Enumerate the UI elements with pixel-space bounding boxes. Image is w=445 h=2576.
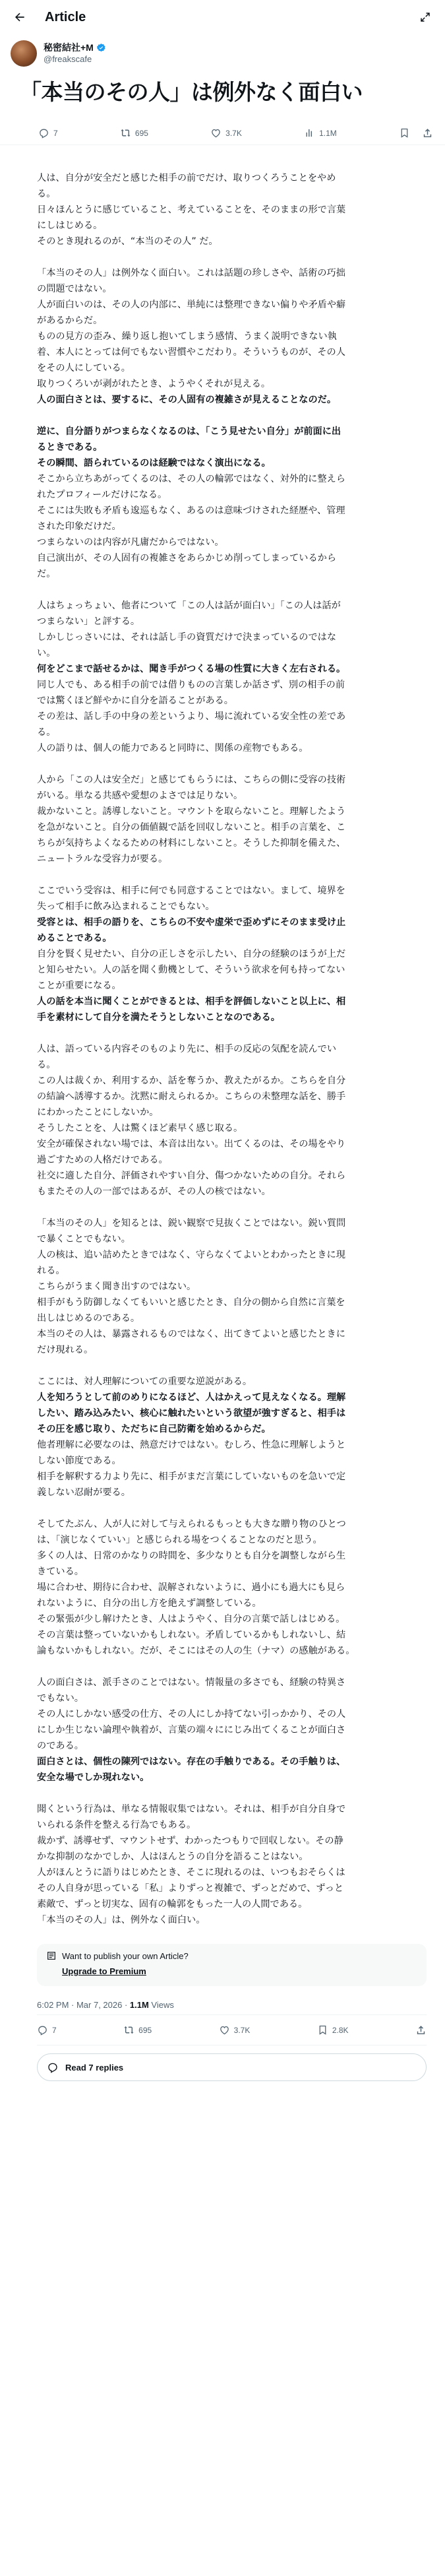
bookmark-icon [317,2024,328,2036]
post-views-label: Views [148,2000,174,2010]
article-line: ちらが気持ちよくなるための材料にしないこと。そうした抑制を備えた、 [37,838,346,849]
article-line: れる。 [37,1266,65,1276]
article-line: の結論へ誘導するか。沈黙に耐えられるか。こちらの未整理な話を、勝手 [37,1091,346,1102]
article-line-bold: 人の面白さとは、要するに、その人固有の複雑さが見えることなのだ。 [37,395,337,405]
article-line: しかしじっさいには、それは話し手の資質だけで決まっているのではな [37,632,337,643]
article-line: 本当のその人は、暴露されるものではなく、出てきてよいと感じたときに [37,1329,345,1339]
like-count: 3.7K [225,128,242,138]
article-line: そのとき現れるのが、“本当のその人” だ。 [37,236,218,247]
article-line: にわかったことにしないか。 [37,1107,159,1118]
article-line-bold: 何をどこまで話せるかは、聞き手がつくる場の性質に大きく左右される。 [37,664,346,674]
reply-button-bottom[interactable] [37,2024,57,2036]
article-paragraph [37,424,427,582]
like-count-bottom: 3.7K [233,2025,251,2035]
back-arrow-icon [13,11,26,24]
reply-count-bottom: 7 [52,2025,57,2035]
repost-button-bottom[interactable] [123,2024,152,2036]
article-line: 人がほんとうに語りはじめたとき、そこに現れるのは、いつもおそらくは [37,1867,345,1878]
article-line: にしはじめる。 [37,220,103,231]
article-line: かな抑制のなかでしか、人はほんとうの自分を語ることはない。 [37,1852,309,1862]
article-paragraph [37,1801,427,1928]
article-line: 多くの人は、日常のかなりの時間を、多少なりとも自分を調整しながら生 [37,1551,346,1561]
article-line: 出しはじめるのである。 [37,1313,140,1324]
article-line: 「本当のその人」は例外なく面白い。これは話題の珍しさや、話術の巧拙 [37,268,345,278]
avatar[interactable] [11,40,37,67]
article-line-bold: したい、踏み込みたい、核心に触れたいという欲望が強すぎると、相手は [37,1408,346,1419]
like-button-bottom[interactable] [219,2024,251,2036]
page-title: Article [45,9,86,24]
repost-button[interactable] [120,127,148,139]
article-line: 人は、自分が安全だと感じた相手の前でだけ、取りつくろうことをやめ [37,173,336,183]
article-line: でもない。 [37,1693,84,1704]
share-button[interactable] [422,127,433,139]
article-line: を急がないこと。自分の価値観で話を回収しないこと。相手の言葉を、こ [37,822,346,833]
article-line: こちらがうまく聞き出すのではない。 [37,1281,196,1292]
article-line: る。 [37,189,56,199]
article-paragraph [37,883,427,1025]
article-line: は、「演じなくていい」と感じられる場をつくることなのだと思う。 [37,1535,322,1545]
article-line: この人は裁くか、利用するか、話を奪うか、教えたがるか。こちらを自分 [37,1076,346,1086]
share-button-bottom[interactable] [415,2024,427,2036]
article-line: しない節度である。 [37,1456,121,1466]
article-line: その人自身が思っている「私」よりずっと複雑で、ずっとだめで、ずっと [37,1883,344,1894]
article-line: の問題ではない。 [37,284,112,294]
article-paragraph [37,1675,427,1786]
heart-icon [210,127,222,139]
article-line: 人が面白いのは、その人の内部に、単純には整理できない偏りや矛盾や癖 [37,300,346,310]
article-line: 「本当のその人」は、例外なく面白い。 [37,1915,206,1925]
views-icon [304,127,315,139]
article-line: 社交に適した自分、評価されやすい自分、傷つかないための自分。それら [37,1171,346,1181]
reply-button[interactable] [38,127,58,139]
read-replies-button[interactable] [37,2053,427,2081]
article-line: い。 [37,648,56,659]
article-line: 人の語りは、個人の能力であると同時に、関係の産物でもある。 [37,743,309,754]
bookmark-icon [399,127,410,139]
article-line: その言葉は整っていないかもしれない。矛盾しているかもしれないし、結 [37,1630,346,1640]
article-line: ニュートラルな受容力が要る。 [37,854,168,864]
article-line: そうしたことを、人は驚くほど素早く感じ取る。 [37,1123,243,1134]
article-line: 自分を賢く見せたい、自分の正しさを示したい、自分の経験のほうが上だ [37,949,346,959]
article-line: つまらないのは内容が凡庸だからではない。 [37,537,224,548]
article-line: 相手がもう防御しなくてもいいと感じたとき、自分の側から自然に言葉を [37,1297,345,1308]
view-count: 1.1M [319,128,337,138]
article-line: をその人にしている。 [37,363,131,373]
article-line-bold: 受容とは、相手の語りを、こちらの不安や虚栄で歪めずにそのまま受け止 [37,917,346,928]
article-line-bold: その圧を感じ取り、ただちに自己防衛を始めるからだ。 [37,1424,271,1434]
author-info [44,42,106,65]
article-line: 自己演出が、その人固有の複雑さをあらかじめ削ってしまっているから [37,553,337,564]
article-line: 相手を解釈する力より先に、相手がまだ言葉にしていないものを急いで定 [37,1471,346,1482]
article-line: がいる。単なる共感や愛想のよさでは足りない。 [37,790,243,801]
article-line: ここには、対人理解についての重要な逆説がある。 [37,1376,252,1387]
engagement-bar-top [0,115,445,145]
engagement-bar-bottom [37,2015,427,2045]
premium-cta-text: Want to publish your own Article? [62,1950,189,1961]
back-button[interactable] [11,8,29,26]
author-name-row [44,42,106,53]
article-line: そこから立ちあがってくるのは、その人の輪郭ではなく、対外的に整えら [37,474,345,484]
article-line: つまらない」と評する。 [37,616,140,627]
article-line: 素敵で、ずっと切実な、固有の輪郭をもった一人の人間である。 [37,1899,308,1910]
author-row[interactable] [0,34,445,69]
repost-icon [120,127,131,139]
article-line: 人は、語っている内容そのものより先に、相手の反応の気配を読んでい [37,1044,337,1054]
article-line: 他者理解に必要なのは、熱意だけではない。むしろ、性急に理解しようと [37,1440,346,1450]
article-line: だ。 [37,569,56,579]
article-line: ことが重要になる。 [37,981,121,991]
upgrade-premium-link[interactable]: Upgrade to Premium [62,1966,146,1976]
views-button[interactable] [304,127,337,139]
reply-icon [38,127,49,139]
article-headline: 「本当のその人」は例外なく面白い [20,79,363,105]
article-line: された印象だけだ。 [37,521,121,532]
bookmark-button[interactable] [399,127,410,139]
article-paragraph [37,598,427,756]
article-line-bold: めることである。 [37,933,112,944]
heart-icon [219,2024,230,2036]
article-line: 人の面白さは、派手さのことではない。情報量の多さでも、経験の特異さ [37,1677,346,1688]
article-line: 論もないかもしれない。だが、そこにはその人の生（ナマ）の感触がある。 [37,1646,355,1656]
reply-count: 7 [53,128,58,138]
article-paragraph [37,1041,427,1200]
article-line: ものの見方の歪み、繰り返し抱いてしまう感情、うまく説明できない執 [37,331,337,342]
article-line-bold: るときである。 [37,442,103,453]
article-line: があるからだ。 [37,315,103,326]
article-paragraph [37,1215,427,1358]
article-line: もまたその人の一部ではあるが、その人の核ではない。 [37,1186,271,1197]
article-line: ここでいう受容は、相手に何でも同意することではない。まして、境界を [37,886,345,896]
article-line: きている。 [37,1566,84,1577]
article-line-bold: 手を素材にして自分を満たそうとしないことなのである。 [37,1012,280,1023]
premium-cta [37,1944,427,1986]
article-paragraph [37,170,427,249]
article-line: その人にしかない感受の仕方、その人にしか持てない引っかかり、その人 [37,1709,346,1720]
article-body [0,145,445,1928]
repost-count-bottom: 695 [138,2025,152,2035]
post-meta [37,1995,427,2015]
article-line: 着、本人にとっては何でもない習慣やこだわり。そういうものが、その人 [37,347,345,358]
author-name[interactable]: 秘密結社+M [44,42,94,53]
bookmark-button-bottom[interactable] [317,2024,349,2036]
author-handle[interactable]: @freakscafe [44,54,92,64]
article-line: 「本当のその人」を知るとは、鋭い観察で見抜くことではない。鋭い質問 [37,1218,346,1229]
article-line: れたプロフィールだけになる。 [37,490,167,500]
article-line: その差は、話し手の中身の差というより、場に流れている安全性の差であ [37,711,346,722]
article-line: いられる条件を整える行為でもある。 [37,1820,196,1830]
post-timestamp[interactable]: 6:02 PM · Mar 7, 2026 · [37,2000,130,2010]
share-icon [415,2024,427,2036]
article-line-bold: その瞬間、語られているのは経験ではなく演出になる。 [37,458,271,468]
article-line: と知らせたい。人の話を聞く動機として、そういう欲求を何も持ってない [37,965,345,975]
article-line: その緊張が少し解けたとき、人はようやく、自分の言葉で話しはじめる。 [37,1614,345,1625]
article-line: 過ごすための人格だけである。 [37,1155,168,1165]
reply-icon [37,2024,48,2036]
article-line: る。 [37,1060,56,1070]
article-line: で暴くことでもない。 [37,1234,131,1244]
repost-count: 695 [134,128,148,138]
article-paragraph [37,772,427,867]
article-line: 安全が確保されない場では、本音は出ない。出てくるのは、その場をやり [37,1139,346,1149]
article-line-bold: 逆に、自分語りがつまらなくなるのは、「こう見せたい自分」が前面に出 [37,426,341,437]
repost-icon [123,2024,134,2036]
article-line: 裁かないこと。誘導しないこと。マウントを取らないこと。理解したよう [37,806,346,817]
article-line: そしてたぶん、人が人に対して与えられるもっとも大きな贈り物のひとつ [37,1519,346,1530]
article-line: 失って相手に飲み込まれることでもない。 [37,901,215,912]
bookmark-count-bottom: 2.8K [332,2025,349,2035]
article-line: だけ現れる。 [37,1345,94,1355]
article-paragraph [37,1516,427,1659]
article-line: 義しない忍耐が要る。 [37,1487,131,1498]
article-line-bold: 面白さとは、個性の陳列ではない。存在の手触りである。その手触りは、 [37,1756,346,1767]
article-line: のである。 [37,1741,84,1751]
top-bar [0,0,445,34]
article-line: 日々ほんとうに感じていること、考えていることを、そのままの形で言葉 [37,205,346,215]
article-line: る。 [37,727,56,738]
article-line: 裁かず、誘導せず、マウントせず、わかったつもりで回収しない。その静 [37,1836,343,1846]
share-icon [422,127,433,139]
article-line-bold: 人を知ろうとして前のめりになるほど、人はかえって見えなくなる。理解 [37,1392,346,1403]
post-view-count: 1.1M [129,2000,149,2010]
expand-button[interactable] [416,8,434,26]
like-button[interactable] [210,127,242,139]
article-line: 人から「この人は安全だ」と感じてもらうには、こちらの側に受容の技術 [37,775,346,785]
premium-cta-row [46,1950,417,1961]
article-line: 同じ人でも、ある相手の前では借りものの言葉しか話さず、別の相手の前 [37,680,345,690]
read-replies-label: Read 7 replies [65,2062,124,2073]
reply-bubble-icon [47,2061,59,2073]
article-line: 場に合わせ、期待に合わせ、誤解されないように、過小にも過大にも見ら [37,1582,345,1593]
article-line: 人はちょっちょい、他者について「この人は話が面白い」「この人は話が [37,600,341,611]
article-publish-icon [46,1950,57,1961]
article-line: にしか生じない論理や執着が、言葉の端々ににじみ出てくることが面白さ [37,1725,346,1735]
article-line-bold: 安全な場でしか現れない。 [37,1772,150,1783]
article-line: 聞くという行為は、単なる情報収集ではない。それは、相手が自分自身で [37,1804,346,1815]
top-actions-right [399,127,433,139]
article-paragraph [37,265,427,408]
article-line: 取りつくろいが剥がれたとき、ようやくそれが見える。 [37,379,271,389]
article-paragraph [37,1374,427,1500]
article-line: では驚くほど鮮やかに自分を語ることがある。 [37,695,233,706]
article-line: 人の核は、追い詰めたときではなく、守らなくてよいとわかったときに現 [37,1250,345,1260]
article-line-bold: 人の話を本当に聞くことができるとは、相手を評価しないこと以上に、相 [37,996,346,1007]
verified-badge-icon [96,43,106,53]
article-line: そこには失敗も矛盾も逡巡もなく、あるのは意味づけされた経歴や、管理 [37,505,345,516]
expand-icon [419,11,431,23]
article-line: れないように、自分の出し方を絶えず調整している。 [37,1598,262,1609]
